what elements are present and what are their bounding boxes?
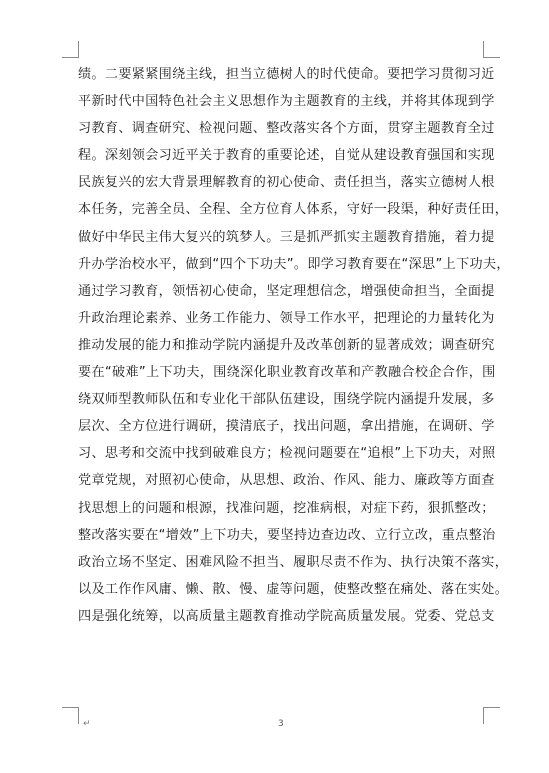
text-line: 习教育、调查研究、检视问题、整改落实各个方面，贯穿主题教育全过 <box>78 121 495 137</box>
text-line: 程。深刻领会习近平关于教育的重要论述，自觉从建设教育强国和实现 <box>78 148 495 164</box>
text-line: 要在“破难”上下功夫，围绕深化职业教育改革和产教融合校企合作，围 <box>78 365 496 381</box>
text-line: 升办学治校水平，做到“四个下功夫”。即学习教育要在“深思”上下功夫， <box>78 256 510 272</box>
paragraph-mark: ↵ <box>83 719 91 729</box>
page-number: 3 <box>278 719 284 729</box>
text-line: 党章党规，对照初心使命，从思想、政治、作风、能力、廉政等方面查 <box>78 473 495 489</box>
text-line: 做好中华民主伟大复兴的筑梦人。三是抓严抓实主题教育措施，着力提 <box>78 229 495 245</box>
text-line: 整改落实要在“增效”上下功夫，要坚持边查边改、立行立改，重点整治 <box>78 527 496 543</box>
crop-mark-top-left <box>62 41 79 58</box>
text-line: 平新时代中国特色社会主义思想作为主题教育的主线，并将其体现到学 <box>78 94 495 110</box>
text-line: 升政治理论素养、业务工作能力、领导工作水平，把理论的力量转化为 <box>78 310 495 326</box>
text-line: 以及工作作风庸、懒、散、慢、虚等问题，使整改整在痛处、落在实处。 <box>78 581 509 597</box>
text-line: 层次、全方位进行调研，摸清底子，找出问题，拿出措施，在调研、学 <box>78 419 495 435</box>
text-line: 本任务，完善全员、全程、全方位育人体系，守好一段渠，种好责任田， <box>78 202 509 218</box>
text-line: 习、思考和交流中找到破难良方；检视问题要在“追根”上下功夫，对照 <box>78 446 496 462</box>
text-line: 绕双师型教师队伍和专业化干部队伍建设，围绕学院内涵提升发展，多 <box>78 392 495 408</box>
text-line: 四是强化统筹，以高质量主题教育推动学院高质量发展。党委、党总支 <box>78 608 495 624</box>
text-line: 绩。二要紧紧围绕主线，担当立德树人的时代使命。要把学习贯彻习近 <box>78 67 495 82</box>
document-body[interactable] <box>78 61 510 630</box>
text-line: 找思想上的问题和根源，找准问题，挖准病根，对症下药，狠抓整改； <box>78 500 495 516</box>
text-line: 推动发展的能力和推动学院内涵提升及改革创新的显著成效；调查研究 <box>78 337 495 353</box>
text-line: 政治立场不坚定、困难风险不担当、履职尽责不作为、执行决策不落实， <box>78 554 509 570</box>
crop-mark-bottom-left <box>62 707 79 724</box>
text-line: 通过学习教育，领悟初心使命，坚定理想信念，增强使命担当，全面提 <box>78 283 495 299</box>
crop-mark-bottom-right <box>483 707 500 724</box>
crop-mark-top-right <box>483 41 500 58</box>
text-line: 民族复兴的宏大背景理解教育的初心使命、责任担当，落实立德树人根 <box>78 175 495 191</box>
